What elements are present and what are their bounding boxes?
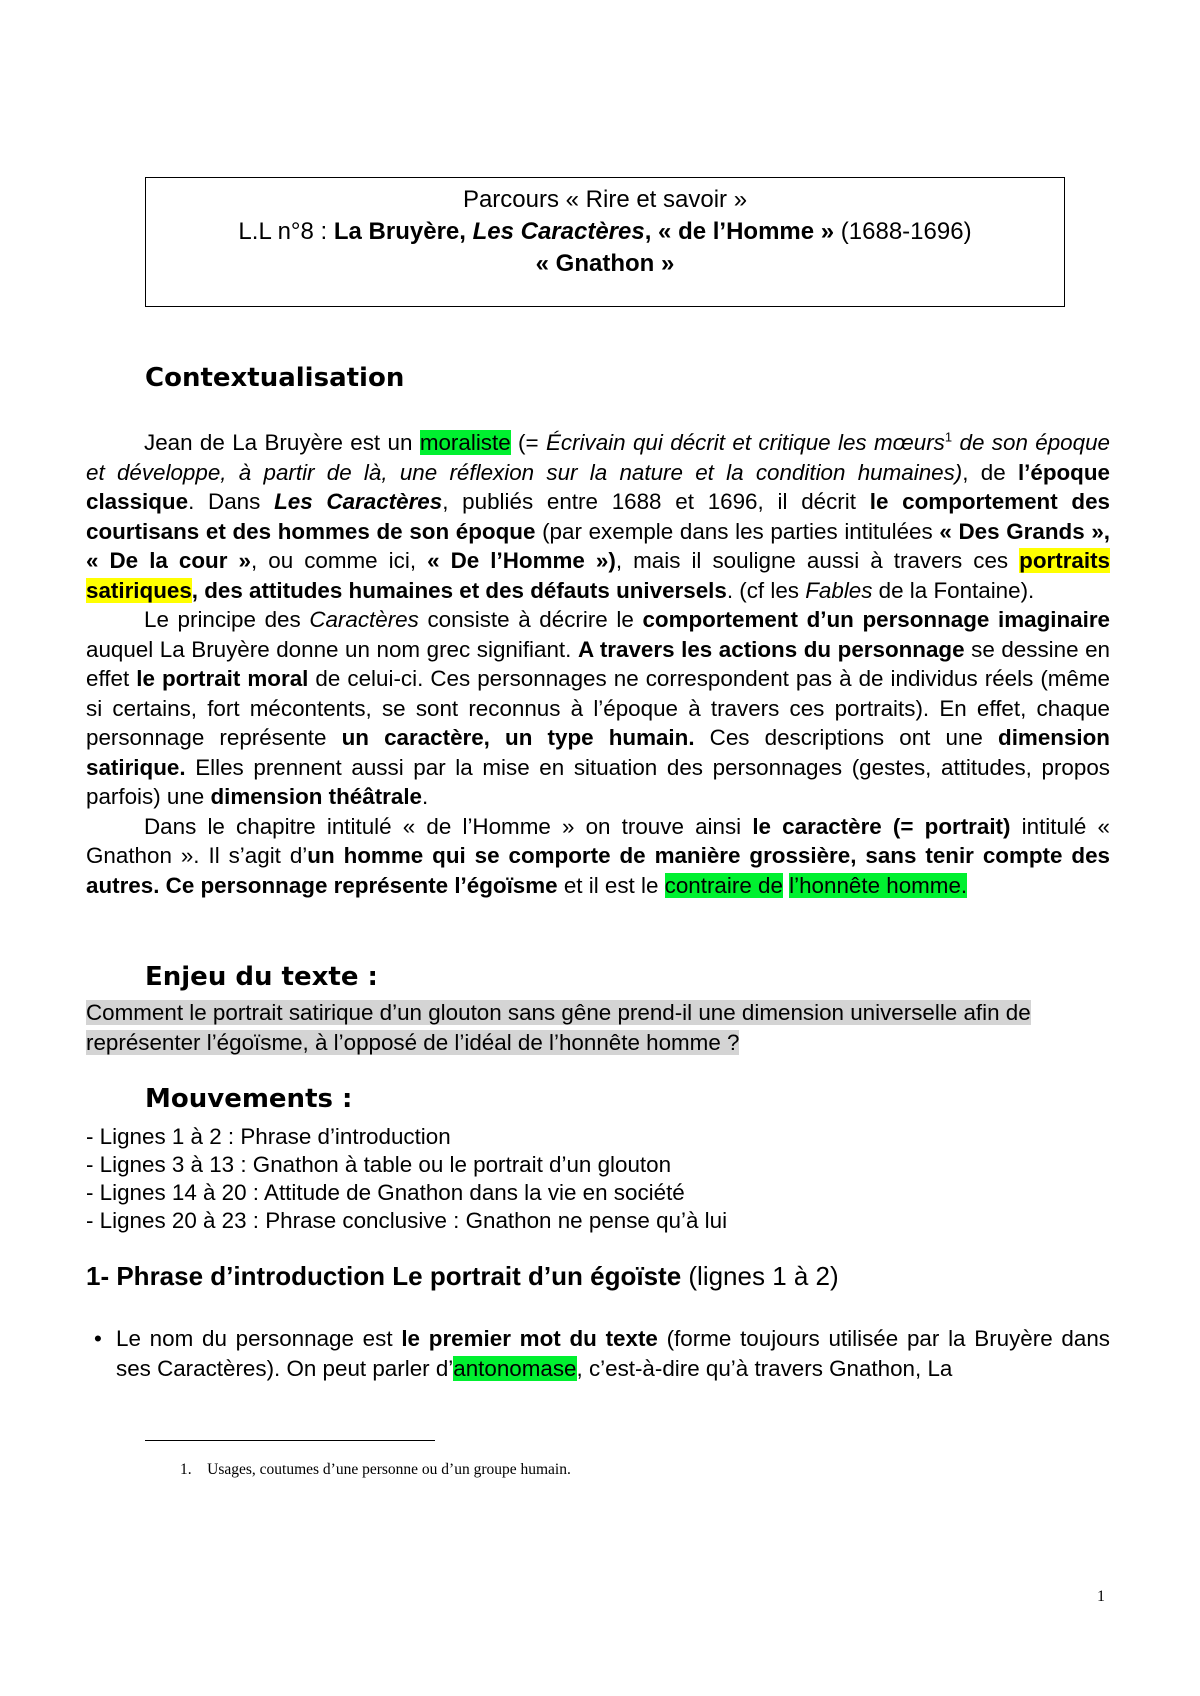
footnote-rule (145, 1440, 435, 1441)
mouvement-item: - Lignes 20 à 23 : Phrase conclusive : Gnathon ne pense qu’à lui (86, 1208, 728, 1233)
text-run: un homme qui se comporte de manière grossière, sans tenir compte des autres. Ce personnage représente l’égoïsme (86, 843, 1110, 898)
context-paragraph-2 (86, 605, 1110, 812)
bullet-text (116, 1324, 1110, 1384)
text-run: le comportement des courtisans et des hommes de son époque (86, 489, 1111, 544)
text-run: portraits satiriques (86, 548, 1110, 603)
text-run: A travers les actions du personnage (577, 636, 965, 662)
text-run: Caractères (309, 607, 419, 632)
heading-mouvements: Mouvements : (145, 1084, 353, 1114)
text-run: . Dans (188, 489, 275, 514)
page-number: 1 (1097, 1588, 1105, 1605)
text-run: Le nom du personnage est (116, 1326, 402, 1351)
text-run: de la Fontaine). (872, 577, 1035, 603)
text-run: Écrivain qui décrit et critique les mœurs (545, 430, 945, 455)
mouvement-item: - Lignes 3 à 13 : Gnathon à table ou le portrait d’un glouton (86, 1152, 672, 1177)
text-run: de son époque et développe, à partir de là, une réflexion sur la nature et la condition humaines) (86, 430, 1110, 485)
text-run: le premier mot du texte (401, 1326, 658, 1351)
text-run: dimension satirique. (86, 725, 1110, 780)
text-run: et il est le (557, 872, 665, 898)
text-run: de celui-ci. Ces personnages ne correspondent pas à de individus réels (même si certains, fort mécontents, se sont reconnus à l’époque à travers ces portraits). En effet, chaque personnage représente (86, 666, 1110, 750)
context-body (86, 428, 1110, 900)
text-run: . (cf les (726, 577, 806, 603)
text-run: Ces descriptions ont une (694, 725, 999, 750)
context-paragraph-1 (86, 428, 1110, 605)
text-run: se dessine en effet (86, 636, 1110, 691)
text-run: , ou comme ici, (250, 548, 428, 573)
text-run: , mais il souligne aussi à travers ces (615, 548, 1020, 573)
title-line-course: Parcours « Rire et savoir » (462, 186, 748, 213)
text-run: , c’est-à-dire qu’à travers Gnathon, La (576, 1356, 953, 1381)
footnote: 1. Usages, coutumes d’une personne ou d’un groupe humain. (180, 1461, 571, 1478)
text-run: le caractère (= portrait) (752, 813, 1011, 839)
text-run: intitulé « Gnathon ». Il s’agit d’ (86, 813, 1110, 868)
text-run: . (422, 784, 429, 809)
heading-enjeu: Enjeu du texte : (145, 962, 378, 992)
text-run: comportement d’un personnage imaginaire (642, 607, 1110, 632)
text-run: Les Caractères (274, 489, 443, 514)
text-run: Elles prennent aussi par la mise en situation des personnages (gestes, attitudes, propos parfois) une (86, 754, 1110, 809)
text-run: Le principe des (144, 607, 310, 632)
text-run: (par exemple dans les parties intitulées (535, 518, 940, 544)
enjeu-question: Comment le portrait satirique d’un glouton sans gêne prend-il une dimension universelle afin de représenter l’égoïsme, à l’opposé de l’idéal de l’honnête homme ? (86, 1000, 1031, 1055)
text-run: consiste à décrire le (418, 607, 643, 632)
bullet-item (86, 1324, 1110, 1384)
text-run: (forme toujours utilisée par la Bruyère dans ses Caractères). On peut parler d’ (116, 1326, 1110, 1381)
mouvement-item: - Lignes 1 à 2 : Phrase d’introduction (86, 1124, 451, 1149)
text-run: auquel La Bruyère donne un nom grec signifiant. (86, 636, 578, 662)
enjeu-text (86, 998, 1110, 1057)
text-run: , publiés entre 1688 et 1696, il décrit (442, 489, 870, 514)
mouvement-item: - Lignes 14 à 20 : Attitude de Gnathon dans la vie en société (86, 1180, 685, 1205)
text-run: , des attitudes humaines et des défauts universels (191, 577, 727, 603)
text-run: 1 (944, 429, 953, 445)
heading-contextualisation: Contextualisation (145, 363, 405, 393)
text-run: « Des Grands », « De la cour » (86, 518, 1110, 573)
text-run: , de (962, 459, 1018, 485)
title-line-character: « Gnathon » (535, 250, 675, 277)
text-run: dimension théâtrale (210, 784, 422, 809)
text-run: (= (510, 430, 546, 455)
text-run: Jean de La Bruyère est un (144, 430, 420, 455)
title-line-work: L.L n°8 : La Bruyère, Les Caractères, « de l’Homme » (1688-1696) (238, 218, 972, 245)
text-run: Fables (805, 577, 873, 603)
context-paragraph-3 (86, 812, 1110, 901)
bullet-dot-icon: • (94, 1326, 102, 1351)
text-run: « De l’Homme ») (427, 548, 616, 573)
text-run: le portrait moral (136, 666, 309, 691)
text-run: l’époque classique (86, 459, 1110, 514)
text-run: un caractère, un type humain. (341, 725, 695, 750)
text-run: Dans le chapitre intitulé « de l’Homme » on trouve ainsi (144, 813, 753, 839)
text-run: antonomase (453, 1356, 577, 1381)
title-box (145, 177, 1065, 307)
text-run: l’honnête homme. (789, 872, 968, 898)
text-run: moraliste (419, 430, 511, 455)
section-1-heading: 1- Phrase d’introduction Le portrait d’un égoïste (lignes 1 à 2) (86, 1261, 839, 1291)
text-run: contraire de (664, 872, 783, 898)
